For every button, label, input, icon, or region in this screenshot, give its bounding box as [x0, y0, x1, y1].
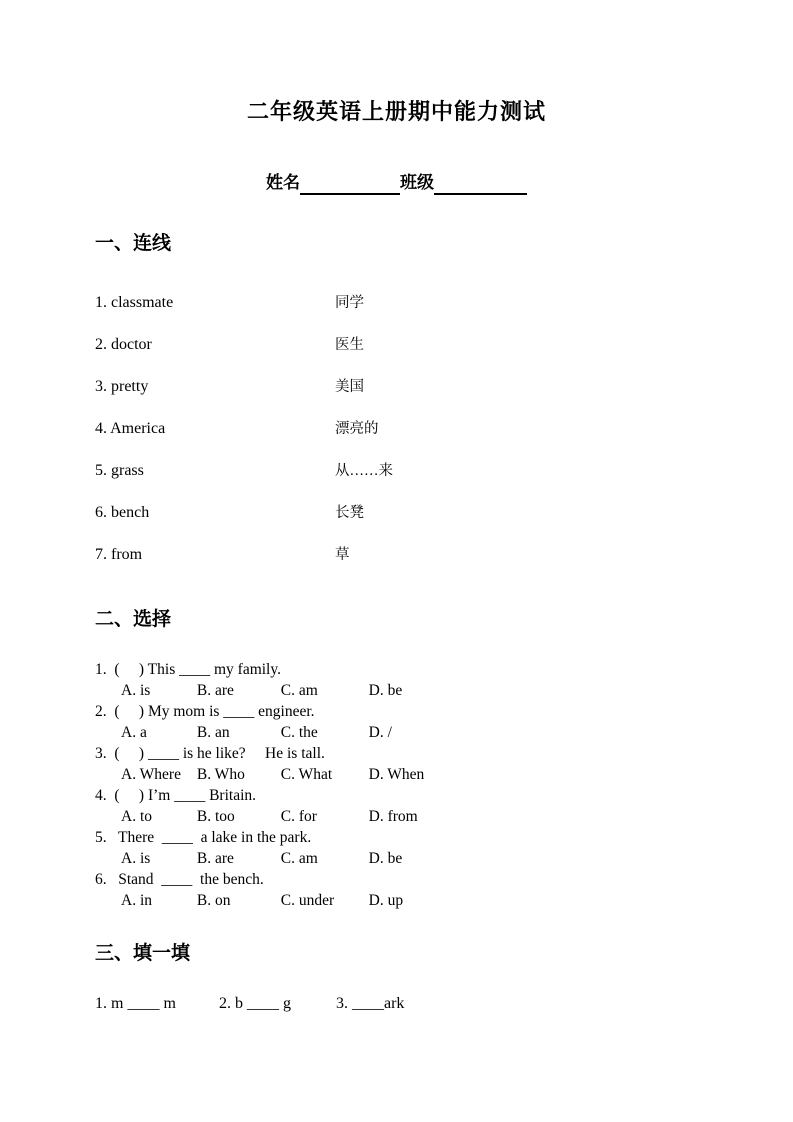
option-b: B. an: [196, 724, 230, 741]
match-row: [95, 545, 793, 565]
option-a: A. is: [121, 850, 151, 867]
page-title: 二年级英语上册期中能力测试: [246, 99, 546, 124]
match-chinese-word: 医生: [335, 337, 364, 353]
options-row: [95, 722, 793, 743]
fill-item-3: 3. ____ark: [336, 995, 405, 1012]
class-blank-line: [434, 177, 527, 195]
name-blank-line: [300, 177, 400, 195]
section3-heading: 三、填一填: [95, 943, 191, 964]
options-row: [95, 764, 793, 785]
match-chinese-word: 漂亮的: [335, 421, 379, 437]
match-row: [95, 503, 793, 523]
match-english-word: 6. bench: [95, 504, 150, 521]
option-a: A. is: [121, 682, 151, 699]
question-text: 4. ( ) I’m ____ Britain.: [95, 787, 257, 804]
match-english-word: 7. from: [95, 546, 143, 563]
name-label: 姓名: [266, 173, 300, 192]
match-chinese-word: 从……来: [335, 463, 393, 479]
option-c: C. am: [280, 682, 318, 699]
section2-heading: 二、选择: [95, 609, 172, 630]
option-c: C. under: [280, 892, 335, 909]
question-5: [95, 827, 793, 869]
options-row: [95, 806, 793, 827]
option-c: C. What: [280, 766, 333, 783]
options-row: [95, 890, 793, 911]
option-a: A. in: [121, 892, 152, 909]
fill-in-list: [95, 993, 793, 1014]
option-b: B. too: [196, 808, 235, 825]
class-label: 班级: [400, 173, 434, 192]
match-row: [95, 335, 793, 355]
matching-list: [95, 293, 793, 565]
options-row: [95, 848, 793, 869]
question-3: [95, 743, 793, 785]
option-b: B. on: [196, 892, 231, 909]
match-chinese-word: 草: [335, 547, 350, 563]
match-row: [95, 293, 793, 313]
question-1: [95, 659, 793, 701]
question-6: [95, 869, 793, 911]
match-english-word: 5. grass: [95, 462, 144, 479]
option-c: C. for: [280, 808, 317, 825]
option-d: D. /: [368, 724, 392, 741]
fill-item-2: 2. b ____ g: [219, 995, 291, 1012]
option-b: B. are: [196, 850, 234, 867]
option-b: B. are: [196, 682, 234, 699]
option-d: D. be: [368, 682, 403, 699]
option-d: D. be: [368, 850, 403, 867]
option-c: C. the: [280, 724, 318, 741]
match-english-word: 4. America: [95, 420, 166, 437]
option-a: A. Where: [121, 766, 181, 783]
option-a: A. to: [121, 808, 152, 825]
option-d: D. When: [368, 766, 425, 783]
options-row: [95, 680, 793, 701]
option-d: D. from: [368, 808, 418, 825]
name-class-line: [0, 171, 793, 195]
match-row: [95, 461, 793, 481]
fill-item-1: 1. m ____ m: [95, 995, 176, 1012]
question-text: 1. ( ) This ____ my family.: [95, 661, 281, 678]
question-text: 5. There ____ a lake in the park.: [95, 829, 312, 846]
match-english-word: 2. doctor: [95, 336, 152, 353]
option-c: C. am: [280, 850, 318, 867]
match-english-word: 3. pretty: [95, 378, 149, 395]
question-text: 6. Stand ____ the bench.: [95, 871, 264, 888]
question-text: 2. ( ) My mom is ____ engineer.: [95, 703, 315, 720]
question-4: [95, 785, 793, 827]
question-2: [95, 701, 793, 743]
option-d: D. up: [368, 892, 404, 909]
match-chinese-word: 长凳: [335, 505, 364, 521]
section1-heading: 一、连线: [95, 233, 172, 254]
match-row: [95, 377, 793, 397]
match-row: [95, 419, 793, 439]
option-a: A. a: [121, 724, 147, 741]
match-english-word: 1. classmate: [95, 294, 174, 311]
match-chinese-word: 美国: [335, 379, 364, 395]
match-chinese-word: 同学: [335, 295, 364, 311]
question-text: 3. ( ) ____ is he like? He is tall.: [95, 745, 325, 762]
multiple-choice-list: [95, 659, 793, 911]
option-b: B. Who: [196, 766, 245, 783]
